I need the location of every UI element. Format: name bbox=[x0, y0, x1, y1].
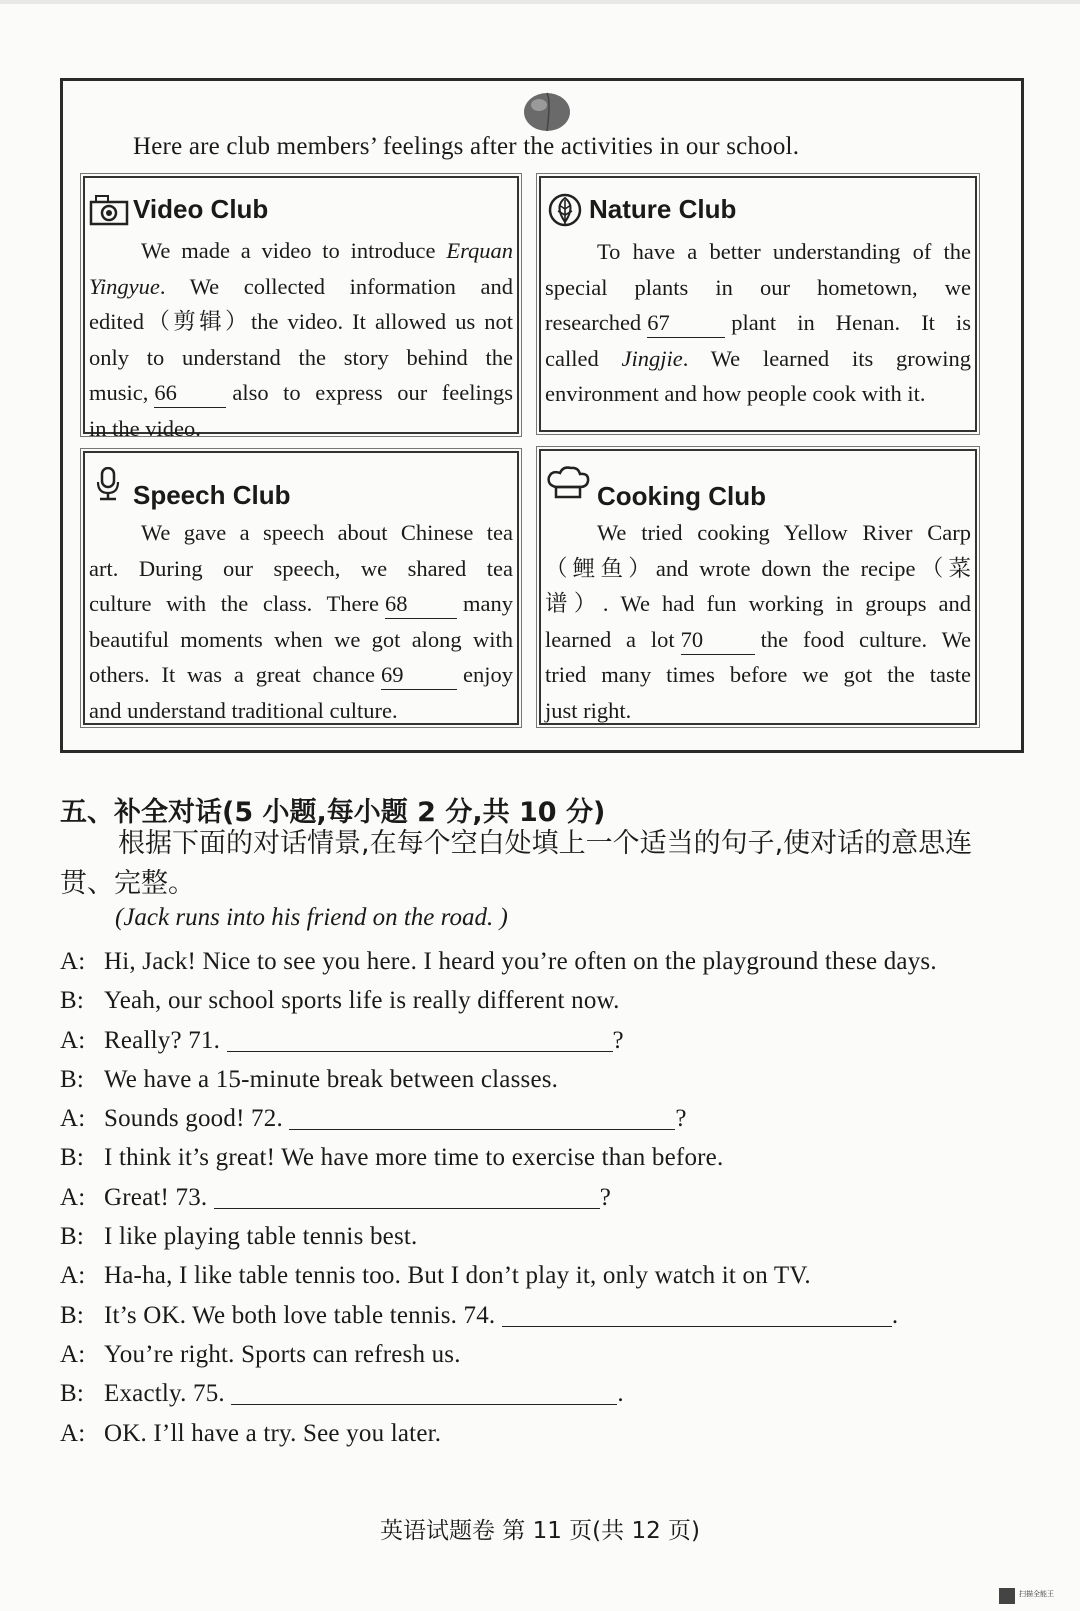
answer-blank-72[interactable] bbox=[289, 1101, 675, 1130]
dialog-line: A: Hi, Jack! Nice to see you here. I heard you’re often on the playground these days. bbox=[60, 942, 1015, 981]
speaker: A: bbox=[60, 1183, 86, 1211]
dialog-line: B: I like playing table tennis best. bbox=[60, 1217, 1015, 1256]
club-title: Cooking Club bbox=[597, 481, 766, 511]
dialog-line: B: We have a 15-minute break between classes. bbox=[60, 1060, 1015, 1099]
speaker: B: bbox=[60, 987, 85, 1015]
nature-club-card bbox=[539, 176, 977, 432]
dialog-line: B: Exactly. 75. . bbox=[60, 1374, 1015, 1413]
speaker: B: bbox=[60, 1144, 85, 1172]
section-instruction: 根据下面的对话情景,在每个空白处填上一个适当的句子,使对话的意思连贯、完整。 bbox=[60, 828, 973, 899]
blank-69[interactable]: 69 bbox=[381, 661, 457, 690]
qr-code-icon bbox=[999, 1588, 1015, 1604]
blank-66[interactable]: 66 bbox=[154, 379, 226, 408]
dialog-line: A: You’re right. Sports can refresh us. bbox=[60, 1335, 1015, 1374]
blank-67[interactable]: 67 bbox=[647, 309, 725, 338]
scanner-watermark: 扫描全能王 bbox=[1019, 1590, 1054, 1598]
speaker: B: bbox=[60, 1065, 85, 1093]
page-footer: 英语试题卷 第 11 页(共 12 页) bbox=[379, 1518, 701, 1544]
speaker: A: bbox=[60, 1262, 86, 1290]
dialog bbox=[60, 942, 1015, 1453]
dialog-line: A: OK. I’ll have a try. See you later. bbox=[60, 1414, 1015, 1453]
blank-70[interactable]: 70 bbox=[681, 626, 755, 655]
answer-blank-71[interactable] bbox=[227, 1023, 613, 1052]
egg-icon bbox=[521, 88, 573, 134]
dialog-scene: (Jack runs into his friend on the road. ) bbox=[115, 904, 508, 931]
cooking-club-card bbox=[539, 449, 977, 725]
answer-blank-75[interactable] bbox=[231, 1376, 617, 1405]
dialog-line: B: I think it’s great! We have more time to exercise than before. bbox=[60, 1138, 1015, 1177]
speaker: A: bbox=[60, 948, 86, 975]
dialog-line: A: Great! 73. ? bbox=[60, 1178, 1015, 1217]
chef-hat-icon bbox=[545, 465, 591, 501]
club-title: Speech Club bbox=[133, 480, 291, 510]
speaker: B: bbox=[60, 1380, 85, 1408]
dialog-line: B: It’s OK. We both love table tennis. 74. . bbox=[60, 1296, 1015, 1335]
speech-club-card bbox=[83, 451, 519, 725]
club-text: We gave a speech about Chinese tea art. During our speech, we shared tea culture with the class. There 68 many beautiful moments when we got along with others. It was a great chance 69 enjoy and understand traditional culture. bbox=[89, 520, 513, 723]
blank-68[interactable]: 68 bbox=[385, 590, 457, 619]
speaker: B: bbox=[60, 1301, 85, 1329]
passage-intro: Here are club members’ feelings after the activities in our school. bbox=[133, 133, 800, 160]
speaker: A: bbox=[60, 1105, 86, 1133]
speaker: A: bbox=[60, 1419, 86, 1447]
dialog-line: B: Yeah, our school sports life is really different now. bbox=[60, 981, 1015, 1020]
club-title: Video Club bbox=[133, 194, 269, 224]
club-text: We made a video to introduce Erquan Yingyue. We collected information and edited（剪辑）the video. It allowed us not only to understand the story behind the music, 66 also to express our feelings in the video. bbox=[89, 238, 513, 441]
club-text: To have a better understanding of the special plants in our hometown, we researched 67 plant in Henan. It is called Jingjie. We learned its growing environment and how people cook with it. bbox=[545, 239, 971, 406]
speaker: A: bbox=[60, 1026, 86, 1054]
dialog-line: A: Really? 71. ? bbox=[60, 1021, 1015, 1060]
leaf-icon bbox=[545, 192, 585, 228]
answer-blank-73[interactable] bbox=[214, 1180, 600, 1209]
speaker: A: bbox=[60, 1340, 86, 1368]
camera-icon bbox=[89, 192, 129, 228]
speaker: B: bbox=[60, 1223, 85, 1251]
reading-passage-box bbox=[60, 78, 1024, 753]
dialog-line: A: Ha-ha, I like table tennis too. But I don’t play it, only watch it on TV. bbox=[60, 1256, 1015, 1295]
video-club-card bbox=[83, 176, 519, 441]
club-text: We tried cooking Yellow River Carp （鲤鱼）and wrote down the recipe（菜 谱）. We had fun working in groups and learned a lot 70 the food culture. We tried many times before we got the taste just right. bbox=[545, 520, 971, 723]
section-title: 五、补全对话(5 小题,每小题 2 分,共 10 分) bbox=[60, 797, 606, 828]
microphone-icon bbox=[89, 467, 129, 503]
dialog-line: A: Sounds good! 72. ? bbox=[60, 1099, 1015, 1138]
answer-blank-74[interactable] bbox=[502, 1298, 892, 1327]
page-top-edge bbox=[0, 0, 1080, 4]
club-title: Nature Club bbox=[589, 194, 737, 224]
